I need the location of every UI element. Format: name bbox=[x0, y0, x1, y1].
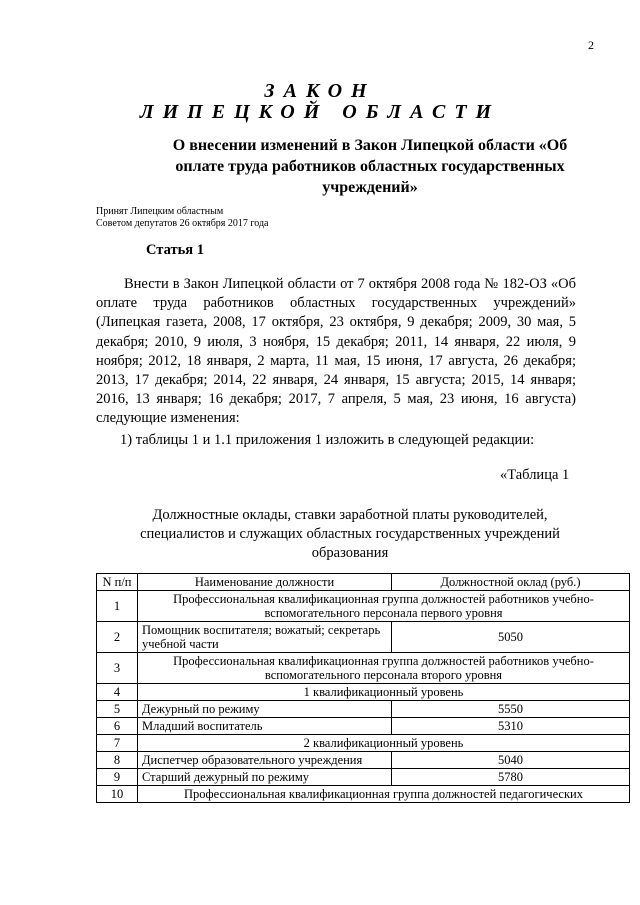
title-region: ЛИПЕЦКОЙ ОБЛАСТИ bbox=[139, 101, 501, 123]
header-name: Наименование должности bbox=[138, 574, 392, 591]
page-number: 2 bbox=[588, 38, 594, 52]
table-title: Должностные оклады, ставки заработной платы руководителей, специалистов и служащих областных государственных учреждений образования bbox=[140, 507, 560, 561]
row-number: 10 bbox=[97, 786, 138, 803]
position-name: Старший дежурный по режиму bbox=[138, 769, 392, 786]
salary-value: 5040 bbox=[392, 752, 630, 769]
table-row bbox=[97, 752, 630, 769]
position-name: Дежурный по режиму bbox=[138, 701, 392, 718]
salary-value: 5550 bbox=[392, 701, 630, 718]
amendment-item: 1) таблицы 1 и 1.1 приложения 1 изложить в следующей редакции: bbox=[120, 432, 535, 448]
row-number: 8 bbox=[97, 752, 138, 769]
table-row bbox=[97, 786, 630, 803]
position-name: Диспетчер образовательного учреждения bbox=[138, 752, 392, 769]
salary-value: 5780 bbox=[392, 769, 630, 786]
salary-value: 5050 bbox=[392, 622, 630, 653]
table-row bbox=[97, 622, 630, 653]
article-paragraph: Внести в Закон Липецкой области от 7 октября 2008 года № 182-ОЗ «Об оплате труда работников областных государственных учреждений» (Липецкая газета, 2008, 17 октября, 23 октября, 9 декабря; 2009, 30 мая, 5 декабря; 2010, 9 июля, 3 ноября, 15 декабря; 2011, 14 января, 22 июля, 9 ноября; 2012, 18 января, 2 марта, 11 мая, 15 июня, 17 августа, 26 декабря; 2013, 17 декабря; 2014, 22 января, 24 января, 15 августа; 2015, 14 января; 2016, 13 января; 16 декабря; 2017, 7 апреля, 5 мая, 23 июня, 16 августа) следующие изменения: bbox=[96, 276, 576, 427]
row-number: 4 bbox=[97, 684, 138, 701]
row-number: 5 bbox=[97, 701, 138, 718]
table-row bbox=[97, 684, 630, 701]
title-law: ЗАКОН bbox=[264, 80, 376, 102]
group-heading: Профессиональная квалификационная группа должностей работников учебно-вспомогательного персонала второго уровня bbox=[138, 653, 630, 684]
table-row bbox=[97, 735, 630, 752]
table-label: «Таблица 1 bbox=[500, 467, 570, 483]
header-num: N п/п bbox=[97, 574, 138, 591]
adoption-line-2: Советом депутатов 26 октября 2017 года bbox=[96, 218, 269, 229]
position-name: Помощник воспитателя; вожатый; секретарь учебной части bbox=[138, 622, 392, 653]
row-number: 6 bbox=[97, 718, 138, 735]
table-header-row bbox=[97, 574, 630, 591]
article-heading: Статья 1 bbox=[146, 242, 204, 258]
row-number: 2 bbox=[97, 622, 138, 653]
group-heading: 2 квалификационный уровень bbox=[138, 735, 630, 752]
table-row bbox=[97, 591, 630, 622]
table-row bbox=[97, 653, 630, 684]
row-number: 3 bbox=[97, 653, 138, 684]
salary-value: 5310 bbox=[392, 718, 630, 735]
table-row bbox=[97, 718, 630, 735]
adoption-line-1: Принят Липецким областным bbox=[96, 206, 224, 217]
group-heading: Профессиональная квалификационная группа должностей работников учебно-вспомогательного персонала первого уровня bbox=[138, 591, 630, 622]
adoption-note bbox=[96, 206, 269, 230]
position-name: Младший воспитатель bbox=[138, 718, 392, 735]
group-heading: 1 квалификационный уровень bbox=[138, 684, 630, 701]
header-salary: Должностной оклад (руб.) bbox=[392, 574, 630, 591]
law-subtitle: О внесении изменений в Закон Липецкой области «Об оплате труда работников областных государственных учреждений» bbox=[172, 137, 568, 196]
row-number: 1 bbox=[97, 591, 138, 622]
table-row bbox=[97, 701, 630, 718]
table-row bbox=[97, 769, 630, 786]
row-number: 9 bbox=[97, 769, 138, 786]
salary-table-body bbox=[97, 574, 630, 803]
group-heading: Профессиональная квалификационная группа должностей педагогических bbox=[138, 786, 630, 803]
row-number: 7 bbox=[97, 735, 138, 752]
salary-table bbox=[96, 573, 630, 803]
